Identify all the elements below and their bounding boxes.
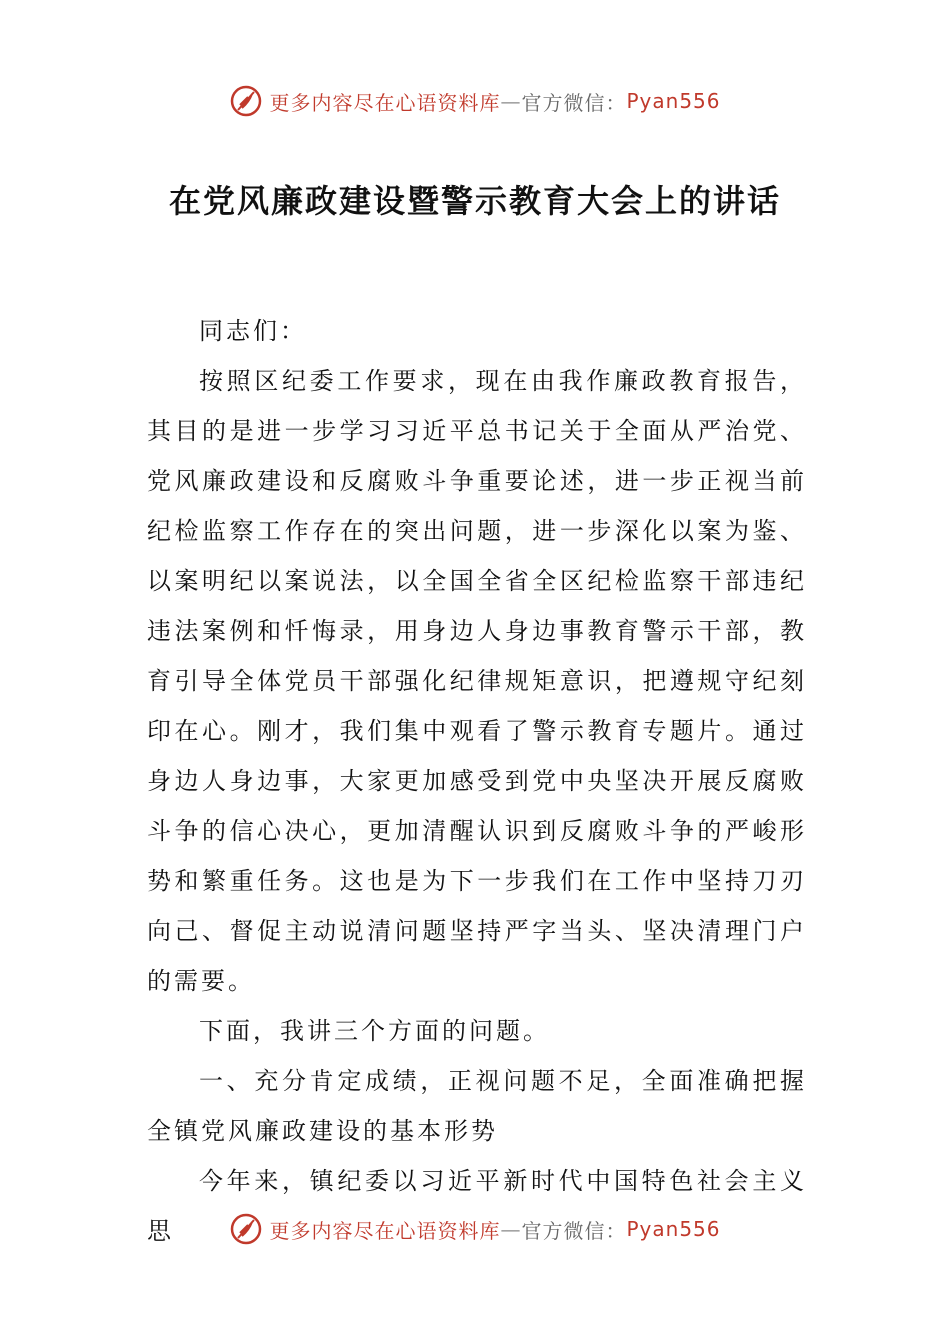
watermark-wechat-label: 官方微信： bbox=[521, 90, 627, 115]
paragraph: 今年来，镇纪委以习近平新时代中国特色社会主义思 bbox=[147, 1167, 807, 1245]
watermark-account: Pyan556 bbox=[626, 1217, 721, 1241]
document-body bbox=[147, 306, 807, 1256]
section-heading: 一、充分肯定成绩，正视问题不足，全面准确把握全镇党风廉政建设的基本形势 bbox=[147, 1067, 807, 1145]
feather-seal-icon bbox=[229, 84, 263, 118]
watermark-separator: — bbox=[500, 1217, 522, 1241]
watermark-brand: 更多内容尽在心语资料库 bbox=[269, 1218, 501, 1243]
watermark-wechat-label: 官方微信： bbox=[521, 1218, 627, 1243]
document-title: 在党风廉政建设暨警示教育大会上的讲话 bbox=[168, 182, 781, 220]
watermark-separator: — bbox=[500, 89, 522, 113]
watermark-brand: 更多内容尽在心语资料库 bbox=[269, 90, 501, 115]
salutation: 同志们： bbox=[199, 317, 307, 345]
paragraph: 按照区纪委工作要求，现在由我作廉政教育报告，其目的是进一步学习习近平总书记关于全面从严治党、党风廉政建设和反腐败斗争重要论述，进一步正视当前纪检监察工作存在的突出问题，进一步深化以案为鉴、以案明纪以案说法，以全国全省全区纪检监察干部违纪违法案例和忏悔录，用身边人身边事教育警示干部，教育引导全体党员干部强化纪律规矩意识，把遵规守纪刻印在心。刚才，我们集中观看了警示教育专题片。通过身边人身边事，大家更加感受到党中央坚决开展反腐败斗争的信心决心，更加清醒认识到反腐败斗争的严峻形势和繁重任务。这也是为下一步我们在工作中坚持刀刃向己、督促主动说清问题坚持严字当头、坚决清理门户的需要。 bbox=[147, 367, 807, 995]
header-watermark bbox=[0, 84, 950, 118]
paragraph: 下面，我讲三个方面的问题。 bbox=[199, 1017, 550, 1045]
feather-seal-icon bbox=[229, 1212, 263, 1246]
footer-watermark bbox=[0, 1212, 950, 1246]
watermark-account: Pyan556 bbox=[626, 89, 721, 113]
